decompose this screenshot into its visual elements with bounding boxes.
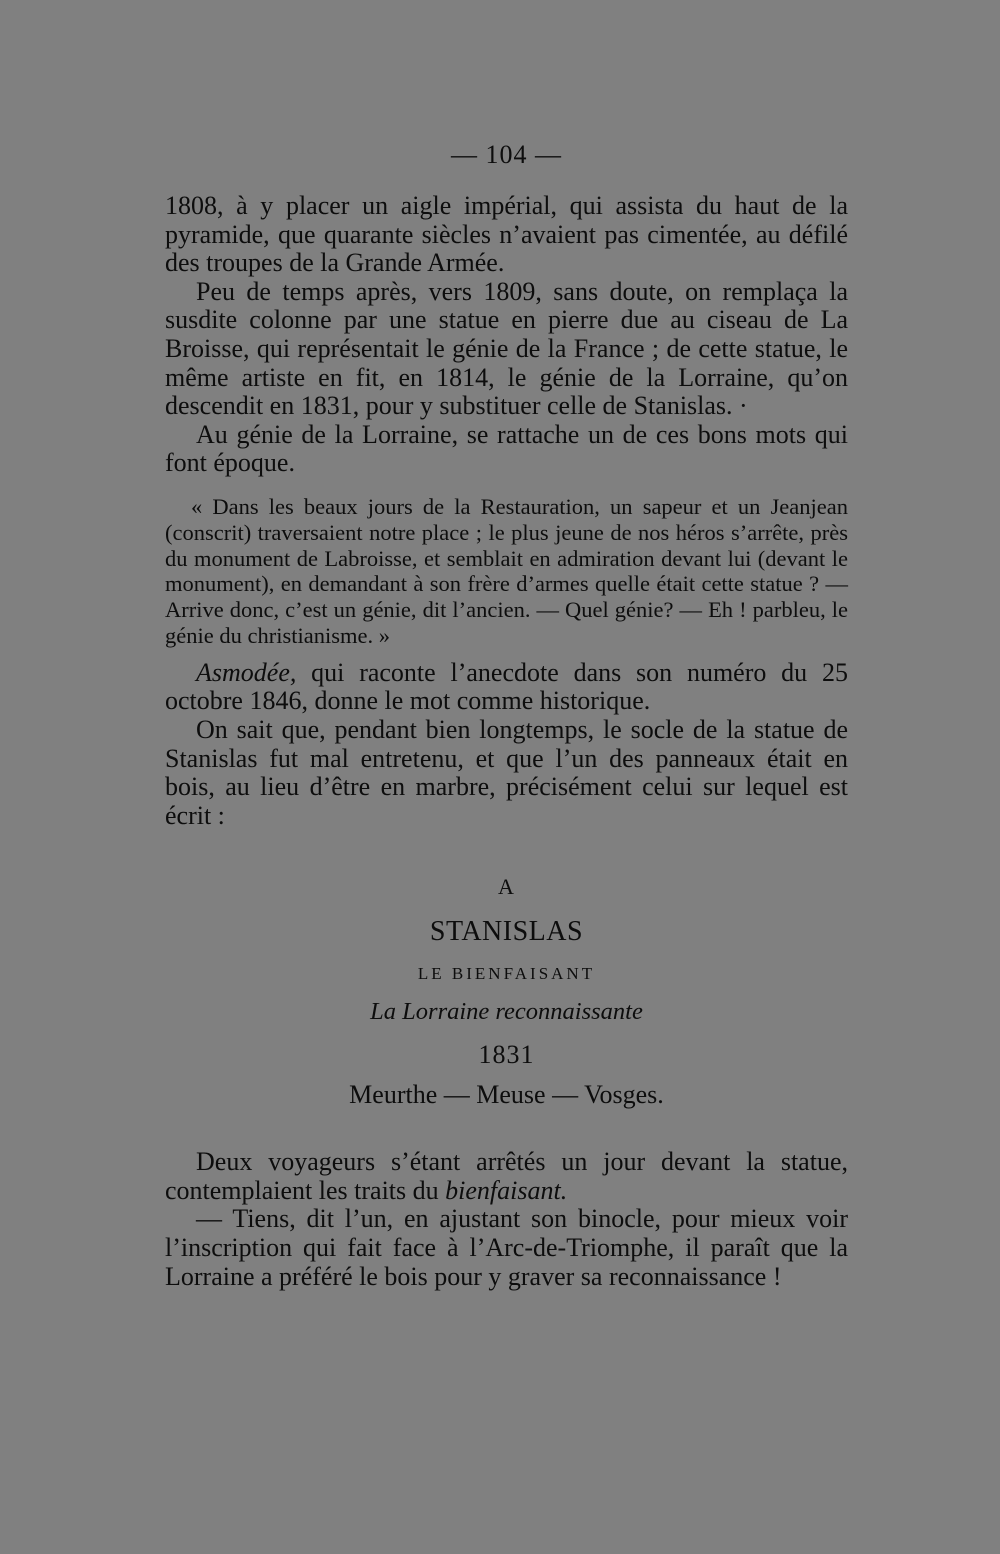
- quote-paragraph: « Dans les beaux jours de la Restauration, un sapeur et un Jeanjean (conscrit) traversaient notre place ; le plus jeune de nos héros s’arrête, près du monument de Labroisse, et semblait en admiration devant lui (devant le monument), en demandant à son frère d’armes quelle était cette statue ? — Arrive donc, c’est un génie, dit l’ancien. — Quel génie? — Eh ! parbleu, le génie du christianisme. »: [165, 493, 848, 648]
- paragraph-5: On sait que, pendant bien longtemps, le socle de la statue de Stanislas fut mal entretenu, et que l’un des panneaux était en bois, au lieu d’être en marbre, précisément celui sur lequel est écrit :: [165, 714, 848, 830]
- inscription-line-a: A: [498, 874, 515, 900]
- inscription-line-year: 1831: [478, 1040, 535, 1070]
- paragraph-6: [165, 1148, 848, 1205]
- inscription-line-stanislas: STANISLAS: [429, 916, 584, 948]
- paragraph-2: Peu de temps après, vers 1809, sans doute, on remplaça la susdite colonne par une statue en pierre due au ciseau de La Broisse, qui représentait le génie de la France ; de cette statue, le même artiste en fit, en 1814, le génie de la Lorraine, qu’on descendit en 1831, pour y substituer celle de Stanislas. ·: [165, 276, 848, 421]
- inscription-line-lorraine: La Lorraine reconnaissante: [370, 998, 643, 1026]
- paragraph-1: 1808, à y placer un aigle impérial, qui assista du haut de la pyramide, que quarante siècles n’avaient pas cimentée, au défilé des troupes de la Grande Armée.: [165, 191, 848, 278]
- inscription-line-departments: Meurthe — Meuse — Vosges.: [349, 1080, 664, 1110]
- paragraph-6-italic: bienfaisant.: [445, 1175, 568, 1205]
- paragraph-6-start: Deux voyageurs s’étant arrêtés un jour devant la statue, contemplaient les traits du: [165, 1147, 848, 1205]
- page-number: — 104 —: [451, 140, 562, 169]
- inscription-block: [165, 874, 848, 1110]
- paragraph-7: — Tiens, dit l’un, en ajustant son binocle, pour mieux voir l’inscription qui fait face à l’Arc-de-Triomphe, il paraît que la Lorraine a préféré le bois pour y graver sa reconnaissance !: [165, 1204, 848, 1291]
- inscription-line-bienfaisant: LE BIENFAISANT: [417, 964, 596, 984]
- paragraph-4: [165, 659, 848, 716]
- paragraph-3: Au génie de la Lorraine, se rattache un de ces bons mots qui font époque.: [165, 419, 848, 478]
- paragraph-4-rest: qui raconte l’anecdote dans son numéro du 25 octobre 1846, donne le mot comme historique.: [165, 657, 848, 716]
- page: [165, 140, 848, 1291]
- paragraph-4-italic: Asmodée,: [196, 657, 297, 687]
